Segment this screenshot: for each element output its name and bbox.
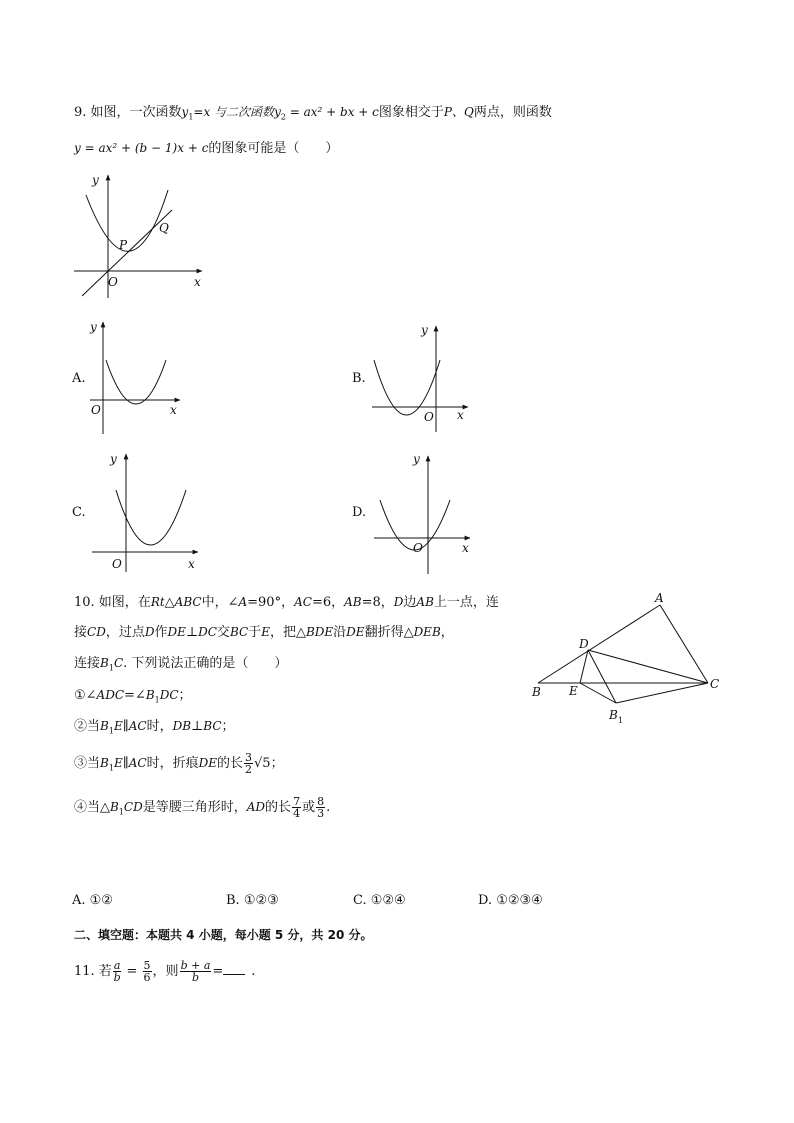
q10-statement-1: $①\angle ADC=\angle B_1DC$； bbox=[74, 688, 192, 705]
fig-label-c: C bbox=[710, 677, 720, 691]
q9-option-d-graph[interactable] bbox=[370, 450, 480, 575]
q9-option-b-x: x bbox=[457, 408, 464, 422]
q9-option-b-y: y bbox=[421, 323, 428, 337]
fig-label-a: A bbox=[655, 591, 664, 605]
q10-line2: 接CD，过点D作DE⊥DC交BC于E，把△BDE沿DE翻折得△DEB， bbox=[74, 625, 454, 640]
q10-line1: 10. 如图，在Rt△ABC中，∠A=90°，AC=6，AB=8，D边AB上一点，连 bbox=[74, 595, 499, 610]
q9-option-d-label[interactable]: D. bbox=[352, 505, 367, 520]
q9-option-b-label[interactable]: B. bbox=[352, 371, 366, 386]
q10-choice-c[interactable]: C. ①②④ bbox=[353, 893, 406, 908]
q10-choice-a[interactable]: A. ①② bbox=[72, 893, 113, 908]
q10-statement-3: ③当$B_1E\parallel AC$时，折痕DE的长 $\frac{3}{2}$ √5； bbox=[74, 751, 284, 776]
q9-option-c-graph[interactable] bbox=[88, 450, 208, 575]
frac-ba-b: $\frac{b + a}{b}$ bbox=[180, 959, 211, 984]
fig-label-e: E bbox=[569, 684, 578, 698]
fig-label-b1: B bbox=[609, 708, 618, 722]
q9-main-x-label: x bbox=[194, 275, 201, 289]
q9-main-y-label: y bbox=[92, 173, 99, 187]
q9-main-point-p: P bbox=[119, 238, 128, 252]
q9-option-c-x: x bbox=[188, 557, 195, 571]
frac-3-2: $\frac{3}{2}$ bbox=[245, 751, 252, 776]
section-heading-fill-in: 二、填空题：本题共 4 小题，每小题 5 分，共 20 分。 bbox=[74, 928, 373, 942]
fig-label-d: D bbox=[579, 637, 589, 651]
q9-line2: y = ax² + (b − 1)x + c的图象可能是（ ） bbox=[74, 141, 339, 156]
q10-statement-2: ②当$B_1E\parallel AC$时，DB⊥BC； bbox=[74, 719, 235, 736]
q11-answer-blank[interactable] bbox=[223, 962, 245, 975]
q9-option-a-label[interactable]: A. bbox=[72, 371, 86, 386]
q9-option-c-label[interactable]: C. bbox=[72, 505, 86, 520]
q9-option-b-origin: O bbox=[424, 410, 434, 424]
q9-main-graph bbox=[72, 170, 212, 305]
frac-8-3: $\frac{8}{3}$ bbox=[317, 795, 325, 820]
q9-option-a-y: y bbox=[90, 320, 97, 334]
q9-option-d-x: x bbox=[462, 541, 469, 555]
q9-option-a-x: x bbox=[170, 403, 177, 417]
q10-choice-b[interactable]: B. ①②③ bbox=[226, 893, 279, 908]
q9-main-origin: O bbox=[108, 275, 118, 289]
q9-option-c-y: y bbox=[110, 452, 117, 466]
q9-option-a-origin: O bbox=[91, 403, 101, 417]
fig-label-b: B bbox=[532, 685, 541, 699]
q9-option-d-y: y bbox=[413, 452, 420, 466]
q10-statement-4: ④当$\triangle B_1CD$是等腰三角形时，AD的长 $\frac{7}{4}$ 或 $\frac{8}{3}$ . bbox=[74, 795, 331, 820]
q9-option-b-graph[interactable] bbox=[368, 320, 478, 430]
q9-option-c-origin: O bbox=[112, 557, 122, 571]
q9-line1: 9. 如图，一次函数$y_1=x$ 与二次函数$y_2 = ax^2$ + bx + c图象相交于P、Q两点，则函数 bbox=[74, 105, 552, 122]
q10-choice-d[interactable]: D. ①②③④ bbox=[478, 893, 543, 908]
fig-label-b1-sub: 1 bbox=[618, 716, 624, 725]
frac-7-4: $\frac{7}{4}$ bbox=[293, 795, 301, 820]
frac-a-b: $\frac{a}{b}$ bbox=[113, 959, 121, 984]
q9-main-point-q: Q bbox=[159, 221, 169, 235]
q11-line: 11. 若 $\frac{a}{b}$ = $\frac{5}{6}$ ，则 $\frac{b + a}{b}$ = . bbox=[74, 959, 256, 984]
frac-5-6: $\frac{5}{6}$ bbox=[143, 959, 151, 984]
q9-option-a-graph[interactable] bbox=[88, 318, 188, 438]
q10-triangle-figure bbox=[528, 590, 738, 730]
q9-option-d-origin: O bbox=[413, 541, 423, 555]
q10-line3: 连接$B_1C$. 下列说法正确的是（ ） bbox=[74, 656, 288, 673]
